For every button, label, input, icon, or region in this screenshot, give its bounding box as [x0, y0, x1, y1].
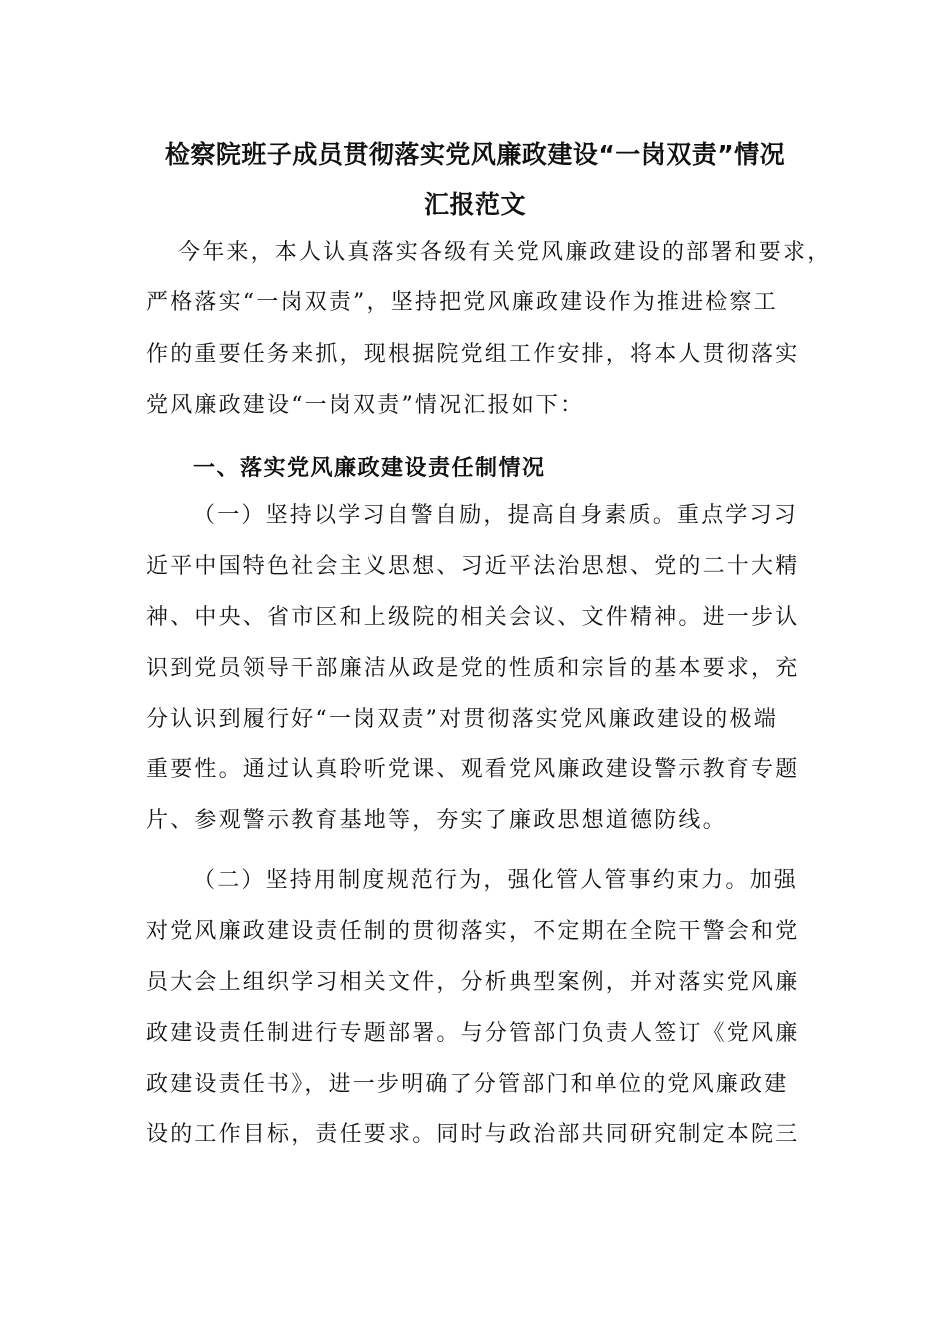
intro-line-1: 今年来，本人认真落实各级有关党风廉政建设的部署和要求， [178, 240, 832, 265]
para-1-line-2: 近平中国特色社会主义思想、习近平法治思想、党的二十大精 [146, 554, 800, 579]
para-2-line-2: 对党风廉政建设责任制的贯彻落实，不定期在全院干警会和党 [146, 919, 800, 944]
para-2-line-4: 政建设责任制进行专题部署。与分管部门负责人签订《党风廉 [146, 1021, 800, 1046]
document-title-line-1: 检察院班子成员贯彻落实党风廉政建设“一岗双责”情况 [164, 140, 786, 169]
para-2-line-5: 政建设责任书》，进一步明确了分管部门和单位的党风廉政建 [146, 1072, 789, 1097]
para-1-line-5: 分认识到履行好“一岗双责”对贯彻落实党风廉政建设的极端 [146, 707, 778, 732]
para-1-line-1: （一）坚持以学习自警自励，提高自身素质。重点学习习 [193, 503, 799, 528]
para-2-line-6: 设的工作目标，责任要求。同时与政治部共同研究制定本院三 [146, 1122, 800, 1147]
intro-line-3: 作的重要任务来抓，现根据院党组工作安排，将本人贯彻落实 [146, 342, 800, 367]
para-1-line-6: 重要性。通过认真聆听党课、观看党风廉政建设警示教育专题 [146, 757, 800, 782]
para-1-line-3: 神、中央、省市区和上级院的相关会议、文件精神。进一步认 [146, 605, 800, 630]
section-1-heading: 一、落实党风廉政建设责任制情况 [193, 456, 546, 481]
para-1-line-4: 识到党员领导干部廉洁从政是党的性质和宗旨的基本要求，充 [146, 656, 800, 681]
para-2-line-1: （二）坚持用制度规范行为，强化管人管事约束力。加强 [193, 868, 799, 893]
intro-line-4: 党风廉政建设“一岗双责”情况汇报如下： [146, 393, 585, 418]
intro-line-2: 严格落实“一岗双责”，坚持把党风廉政建设作为推进检察工 [146, 290, 778, 315]
para-1-line-7: 片、参观警示教育基地等，夯实了廉政思想道德防线。 [146, 808, 727, 833]
document-title-line-2: 汇报范文 [423, 190, 526, 219]
para-2-line-3: 员大会上组织学习相关文件，分析典型案例，并对落实党风廉 [146, 970, 800, 995]
